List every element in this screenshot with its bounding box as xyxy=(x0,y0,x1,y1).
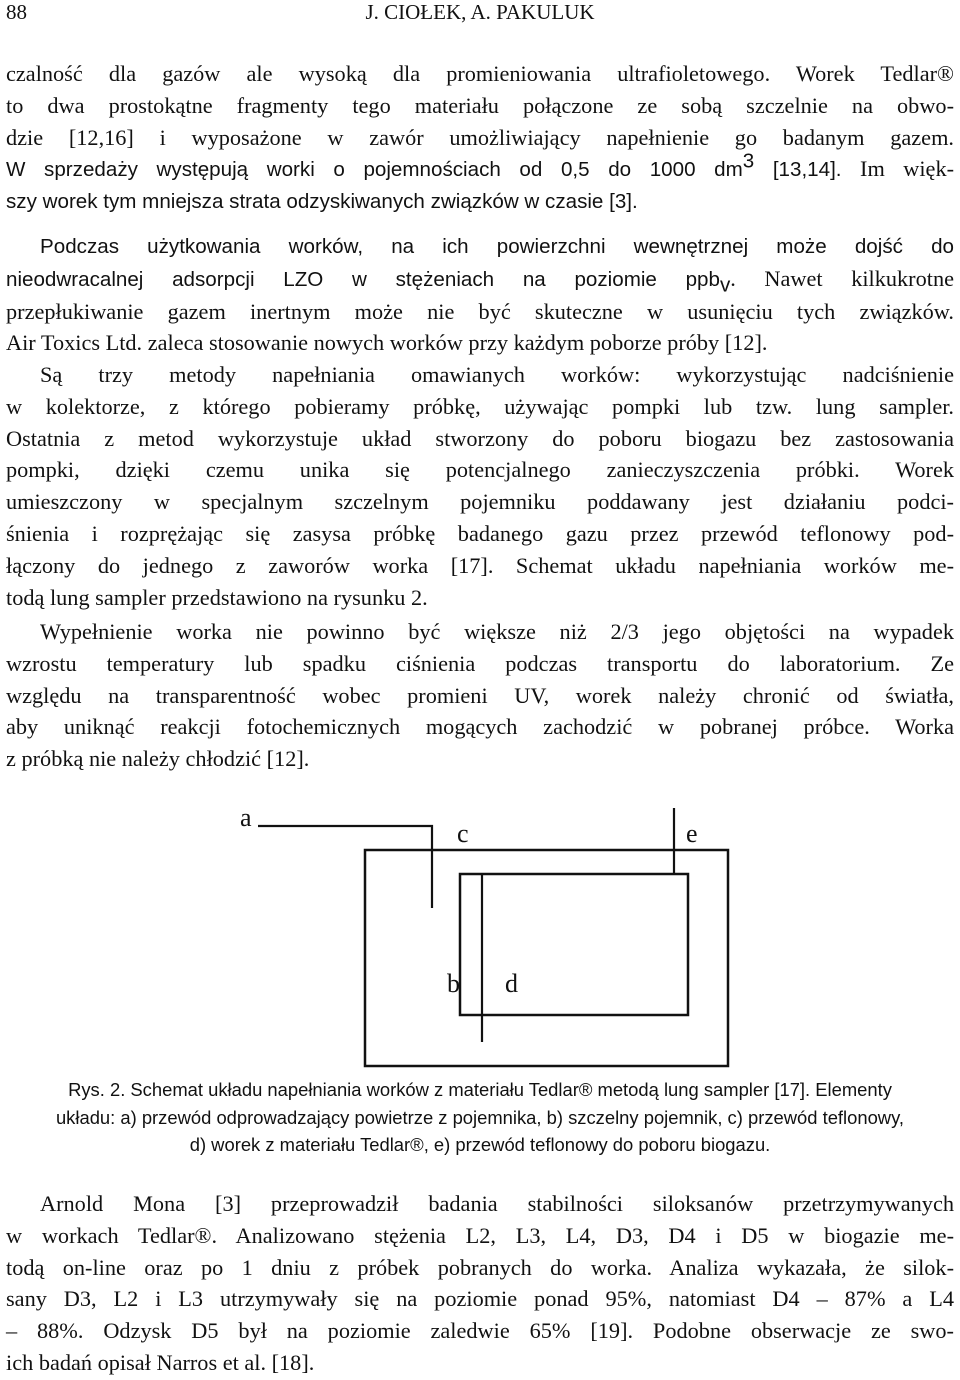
text-line: pompki, dzięki czemu unika się potencjalnego zanieczyszczenia próbki. Worek xyxy=(6,457,954,483)
text-segment: Im więk- xyxy=(841,156,955,182)
text-line: todą on-line oraz po 1 dniu z próbek pobranych do worka. Analiza wykazała, że silok- xyxy=(6,1254,954,1280)
text-line: z próbką nie należy chłodzić [12]. xyxy=(6,746,310,772)
text-line: Są trzy metody napełniania omawianych worków: wykorzystując nadciśnienie xyxy=(40,362,954,387)
text-segment: [13,14]. xyxy=(754,158,842,182)
running-head: J. CIOŁEK, A. PAKULUK xyxy=(365,0,595,24)
figure-caption xyxy=(0,1076,960,1159)
bag-d-outline xyxy=(460,874,688,1015)
text-segment: . Nawet kilkukrotne xyxy=(730,265,954,291)
tube-a-line xyxy=(258,826,432,908)
caption-line: d) worek z materiału Tedlar®, e) przewód teflonowy do poboru biogazu. xyxy=(189,1134,771,1155)
text-line: to dwa prostokątne fragmenty tego materiału połączone ze sobą szczelnie na obwo- xyxy=(6,92,954,118)
text-segment: W sprzedaży występują worki o pojemnościach od 0,5 do 1000 dm xyxy=(6,158,743,182)
text-line-mixed xyxy=(6,263,954,296)
text-line: czalność dla gazów ale wysoką dla promieniowania ultrafioletowego. Worek Tedlar® xyxy=(6,61,954,86)
paragraph-1 xyxy=(6,58,954,218)
text-line: w workach Tedlar®. Analizowano stężenia L2, L3, L4, D3, D4 i D5 w biogazie me- xyxy=(6,1222,954,1248)
text-line: śnienia i rozprężając się zasysa próbkę badanego gazu przez przewód teflonowy pod- xyxy=(6,520,954,546)
text-line-mixed xyxy=(6,149,955,186)
text-line: todą lung sampler przedstawiono na rysunku 2. xyxy=(6,584,428,610)
container-b-outline xyxy=(365,850,728,1066)
label-e: e xyxy=(686,819,698,848)
page-header xyxy=(0,0,960,24)
paragraph-2 xyxy=(6,231,954,359)
lung-sampler-diagram xyxy=(0,790,960,1080)
label-d: d xyxy=(505,969,518,998)
caption-line: układu: a) przewód odprowadzający powietrze z pojemnika, b) szczelny pojemnik, c) przewód teflonowy, xyxy=(55,1106,905,1128)
text-line: aby uniknąć reakcji fotochemicznych mogących zachodzić w pobranej próbce. Worka xyxy=(6,714,954,740)
text-line: – 88%. Odzysk D5 był na poziomie zaledwie 65% [19]. Podobne obserwacje ze swo- xyxy=(6,1318,954,1344)
paragraph-4 xyxy=(6,616,954,775)
text-line: względu na transparentność wobec promieni UV, worek należy chronić od światła, xyxy=(6,682,954,708)
paragraph-5 xyxy=(6,1188,954,1379)
text-line: dzie [12,16] i wyposażone w zawór umożliwiający napełnienie go badanym gazem. xyxy=(6,124,954,150)
page-number: 88 xyxy=(6,0,27,24)
label-a: a xyxy=(240,803,252,832)
text-line: sany D3, L2 i L3 utrzymywały się na poziomie ponad 95%, natomiast D4 – 87% a L4 xyxy=(6,1286,954,1312)
paragraph-3 xyxy=(6,359,954,613)
text-line: Ostatnia z metod wykorzystuje układ stworzony do poboru biogazu bez zastosowania xyxy=(6,425,954,451)
superscript: 3 xyxy=(742,149,755,173)
label-b: b xyxy=(447,969,460,998)
subscript: v xyxy=(719,273,731,297)
text-line: Wypełnienie worka nie powinno być większe niż 2/3 jego objętości na wypadek xyxy=(40,619,954,644)
text-line: wzrostu temperatury lub spadku ciśnienia podczas transportu do laboratorium. Ze xyxy=(6,650,954,676)
text-line: umieszczony w specjalnym szczelnym pojemniku poddawany jest działaniu podci- xyxy=(6,489,954,515)
text-line: łączony do jednego z zaworów worka [17]. Schemat układu napełniania worków me- xyxy=(6,552,954,578)
label-c: c xyxy=(457,819,469,848)
text-line: ich badań opisał Narros et al. [18]. xyxy=(6,1349,315,1375)
text-line: Podczas użytkowania worków, na ich powierzchni wewnętrznej może dojść do xyxy=(40,235,954,258)
text-line: w kolektorze, z którego pobieramy próbkę, używając pompki lub tzw. lung sampler. xyxy=(6,393,954,419)
text-line: przepłukiwanie gazem inertnym może nie być skuteczne w usunięciu tych związków. xyxy=(6,298,954,324)
text-line: Arnold Mona [3] przeprowadził badania stabilności siloksanów przetrzymywanych xyxy=(40,1191,954,1216)
caption-line: Rys. 2. Schemat układu napełniania worków z materiału Tedlar® metodą lung sampler [17]. Elementy xyxy=(68,1079,892,1100)
figure-lung-sampler xyxy=(0,790,960,1080)
text-line: szy worek tym mniejsza strata odzyskiwanych związków w czasie [3]. xyxy=(6,190,638,214)
text-segment: nieodwracalnej adsorpcji LZO w stężeniach na poziomie ppb xyxy=(6,267,720,291)
text-line: Air Toxics Ltd. zaleca stosowanie nowych worków przy każdym poborze próby [12]. xyxy=(6,330,768,356)
